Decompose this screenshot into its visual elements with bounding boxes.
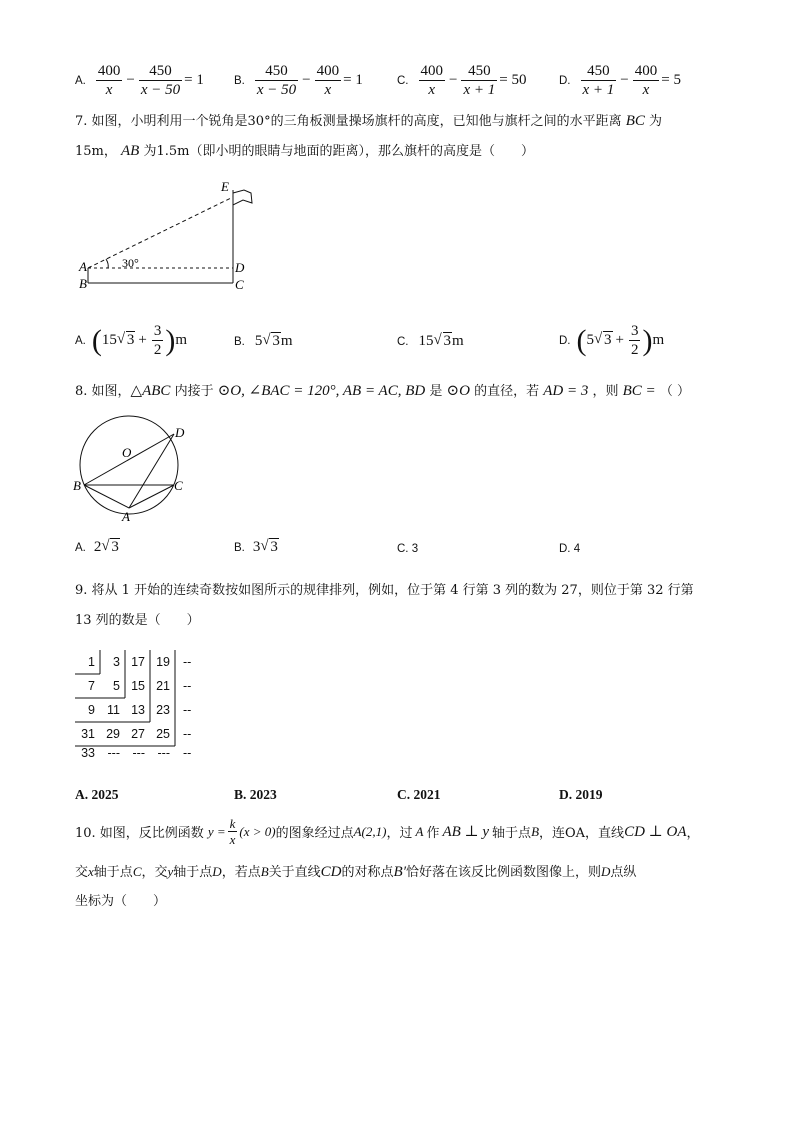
sqrt: √ 3: [101, 538, 119, 555]
plus-sign: +: [138, 332, 147, 348]
math: AD = 3: [543, 383, 589, 399]
plus-sign: +: [615, 332, 624, 348]
math: A: [415, 823, 424, 839]
label-b: B: [73, 478, 81, 493]
sqrt: √ 3: [116, 331, 135, 348]
denominator: x: [229, 832, 236, 847]
option-label: D.: [559, 334, 571, 347]
numerator: 400: [420, 63, 443, 79]
denominator: x: [642, 82, 650, 98]
coef: 5: [586, 332, 594, 348]
numerator: 450: [581, 62, 617, 81]
fraction: [255, 62, 298, 99]
grid-cell: 33: [81, 746, 95, 760]
q6-option-a[interactable]: [75, 62, 204, 99]
q10-stem-line3: 坐标为（ ）: [75, 894, 167, 909]
fraction: [581, 62, 617, 99]
grid-cell: 31: [81, 727, 95, 741]
grid-cell: 17: [131, 655, 145, 669]
math: A(2,1): [353, 823, 387, 839]
sqrt: √ 3: [262, 332, 280, 349]
q7-stem-line1: [75, 110, 662, 130]
right-paren: ): [642, 323, 653, 357]
coef: 15: [418, 333, 434, 349]
numerator: k: [229, 816, 236, 831]
q10-text: 轴于点: [173, 865, 213, 880]
grid-cell: 25: [156, 727, 170, 741]
radicand: 3: [443, 333, 451, 349]
denominator: 2: [630, 342, 639, 358]
denominator: x: [105, 82, 113, 98]
q10-text: 轴于点: [492, 826, 532, 841]
q8-text: 的直径，若: [474, 384, 540, 399]
q10-stem-line1: [75, 816, 700, 847]
q8-option-a[interactable]: [75, 539, 120, 556]
q10-text: ，: [686, 826, 700, 841]
q9-option-a[interactable]: A. 2025: [75, 787, 119, 802]
q6-option-b[interactable]: [234, 62, 363, 99]
grid-cell: 23: [156, 703, 170, 717]
q9-option-d[interactable]: D. 2019: [559, 787, 603, 802]
label-e: E: [221, 179, 229, 194]
fraction: [228, 816, 238, 847]
q6-option-c[interactable]: [397, 62, 526, 99]
fraction: [139, 62, 182, 99]
option-label: C.: [397, 74, 409, 87]
fraction: [315, 62, 342, 99]
numerator: 400: [634, 63, 658, 79]
grid-cell: 21: [156, 679, 170, 693]
left-paren: (: [91, 323, 102, 357]
label-d: D: [175, 425, 185, 440]
q9-stem-line2: 13 列的数是（ ）: [75, 613, 200, 628]
label-o: O: [122, 445, 132, 460]
option-label: C.: [397, 335, 409, 348]
q8-option-b[interactable]: [234, 539, 279, 556]
q10-text: 的图象经过点: [275, 826, 354, 841]
label-d: D: [235, 260, 245, 275]
coef: 15: [101, 332, 117, 348]
label-c: C: [235, 277, 244, 292]
q7-figure: [70, 175, 270, 295]
unit: m: [280, 333, 293, 349]
grid-cell: 11: [107, 703, 120, 717]
left-paren: (: [576, 323, 587, 357]
fraction: [419, 62, 446, 99]
math: B: [260, 864, 269, 879]
q8-text: （ ）: [659, 384, 690, 399]
rhs: = 1: [184, 72, 204, 88]
angle-arc: [106, 259, 108, 268]
q8-text: 是: [429, 384, 443, 399]
grid-cell: 1: [88, 655, 95, 669]
q7-option-b[interactable]: [234, 333, 293, 350]
option-label: A.: [75, 334, 86, 347]
q10-text: ，连OA，直线: [539, 826, 625, 841]
unit: m: [175, 332, 188, 348]
q10-text: 作: [426, 826, 440, 841]
q8-figure: [70, 410, 200, 525]
math: B′: [393, 864, 406, 880]
math: BC =: [622, 383, 656, 399]
unit: m: [652, 332, 665, 348]
coef: 3: [252, 539, 261, 555]
option-label: D.: [559, 74, 571, 87]
fraction: [633, 62, 660, 99]
q7-stem-line2: [75, 140, 534, 160]
q9-number-grid: [75, 650, 205, 765]
math: CD ⊥ OA: [624, 824, 687, 840]
sight-line-ae: [88, 197, 233, 268]
unit: m: [452, 333, 464, 349]
math: x: [88, 864, 94, 879]
q7-option-d[interactable]: [559, 322, 664, 359]
radicand: 3: [272, 333, 280, 349]
numerator: 450: [139, 62, 182, 81]
option-label: A.: [75, 74, 86, 87]
radicand: 3: [270, 539, 278, 555]
label-b: B: [79, 276, 87, 291]
grid-cell: 13: [131, 703, 145, 717]
q10-text: 点纵: [610, 865, 637, 880]
q10-text: 轴于点: [93, 865, 133, 880]
q7-option-c[interactable]: [397, 333, 464, 350]
grid-cell: ---: [107, 746, 120, 760]
numerator: 450: [255, 62, 298, 81]
label-angle: 30°: [122, 256, 139, 270]
fraction: [461, 62, 497, 99]
grid-cell: --: [183, 679, 192, 693]
q10-text: ，若点: [221, 865, 261, 880]
rhs: = 1: [343, 72, 363, 88]
denominator: x + 1: [582, 82, 615, 98]
math: D: [601, 864, 611, 879]
denominator: x − 50: [256, 82, 297, 98]
q7-text: 7. 如图，小明利用一个锐角是30°的三角板测量操场旗杆的高度，已知他与旗杆之间的水平距离: [75, 114, 622, 129]
q7-text: 15m，: [75, 144, 117, 159]
math: AB ⊥ y: [442, 824, 490, 840]
q7-option-a[interactable]: [75, 322, 187, 359]
q8-text: 8. 如图，: [75, 384, 131, 399]
math: (x > 0): [239, 823, 276, 839]
numerator: 400: [97, 63, 121, 79]
option-label: B.: [234, 74, 245, 87]
sqrt: √ 3: [433, 332, 451, 349]
q10-text: 交: [75, 865, 89, 880]
var-bc: BC: [625, 113, 645, 129]
math: ⊙O, ∠BAC = 120°, AB = AC, BD: [217, 383, 426, 399]
minus-sign: −: [449, 72, 458, 88]
grid-cell: 9: [88, 703, 95, 717]
grid-cell: --: [183, 727, 192, 741]
sqrt: √ 3: [594, 331, 612, 348]
radicand: 3: [126, 332, 135, 348]
label-a: A: [122, 509, 130, 524]
rhs: = 50: [499, 72, 527, 88]
flag-icon: [233, 190, 252, 205]
q8-stem: [75, 380, 690, 400]
grid-cell: ---: [157, 746, 170, 760]
numerator: 3: [153, 323, 162, 339]
right-paren: ): [165, 323, 176, 357]
fraction: [629, 322, 641, 359]
denominator: x: [324, 82, 332, 98]
grid-cell: 19: [156, 655, 170, 669]
grid-cell: 29: [106, 727, 120, 741]
q10-text: 恰好落在该反比例函数图像上，则: [405, 865, 601, 880]
grid-cell: --: [183, 746, 192, 760]
math: CD: [320, 864, 342, 880]
minus-sign: −: [302, 72, 311, 88]
numerator: 400: [316, 63, 340, 79]
grid-cell: 3: [113, 655, 120, 669]
numerator: 3: [630, 323, 639, 339]
math: y =: [207, 823, 226, 839]
q10-text: 10. 如图，反比例函数: [75, 826, 204, 841]
fraction: [96, 62, 123, 99]
q10-text: 关于直线: [268, 865, 321, 880]
rhs: = 5: [661, 72, 681, 88]
q9-option-c[interactable]: C. 2021: [397, 787, 441, 802]
grid-cell: ---: [132, 746, 145, 760]
coef: 5: [254, 333, 263, 349]
q8-option-d[interactable]: D. 4: [559, 543, 581, 555]
chord-ab: [84, 485, 129, 508]
label-a: A: [79, 259, 87, 274]
q8-text: 内接于: [174, 384, 214, 399]
numerator: 450: [461, 62, 497, 81]
coef: 2: [93, 539, 102, 555]
denominator: x: [428, 82, 436, 98]
grid-cell: 27: [131, 727, 145, 741]
q8-text: ，则: [592, 384, 619, 399]
option-label: A.: [75, 541, 86, 554]
q7-text: 为1.5m（即小明的眼睛与地面的距离），那么旗杆的高度是（ ）: [143, 144, 534, 159]
q10-text: 的对称点: [341, 865, 394, 880]
denominator: 2: [153, 342, 162, 358]
q10-text: ，过: [386, 826, 413, 841]
sqrt: √ 3: [260, 538, 278, 555]
grid-cell: --: [183, 703, 192, 717]
math: △ABC: [130, 383, 171, 399]
math: B: [531, 823, 540, 839]
circle-o: [80, 416, 178, 514]
math: C: [132, 864, 142, 879]
fraction: [152, 322, 164, 359]
denominator: x + 1: [463, 82, 496, 98]
grid-cell: 15: [131, 679, 145, 693]
option-label: B.: [234, 541, 245, 554]
label-c: C: [174, 478, 183, 493]
denominator: x − 50: [140, 82, 181, 98]
grid-cell: --: [183, 655, 192, 669]
option-label: B.: [234, 335, 245, 348]
q8-option-c[interactable]: C. 3: [397, 543, 419, 555]
q10-stem-line2: [75, 861, 636, 881]
math: y: [167, 864, 174, 879]
q10-text: ，交: [141, 865, 168, 880]
minus-sign: −: [620, 72, 629, 88]
var-ab: AB: [121, 143, 140, 159]
math: ⊙O: [446, 383, 470, 399]
minus-sign: −: [126, 72, 135, 88]
grid-cell: 5: [113, 679, 120, 693]
grid-cell: 7: [88, 679, 95, 693]
q9-stem-line1: 9. 将从 1 开始的连续奇数按如图所示的规律排列，例如，位于第 4 行第 3 列的数为 27，则位于第 32 行第: [75, 583, 694, 598]
q6-option-d[interactable]: [559, 62, 681, 99]
q7-text-end: 为: [649, 114, 663, 129]
radicand: 3: [604, 332, 612, 348]
math: D: [212, 864, 222, 879]
q9-option-b[interactable]: B. 2023: [234, 787, 277, 802]
radicand: 3: [111, 539, 119, 555]
